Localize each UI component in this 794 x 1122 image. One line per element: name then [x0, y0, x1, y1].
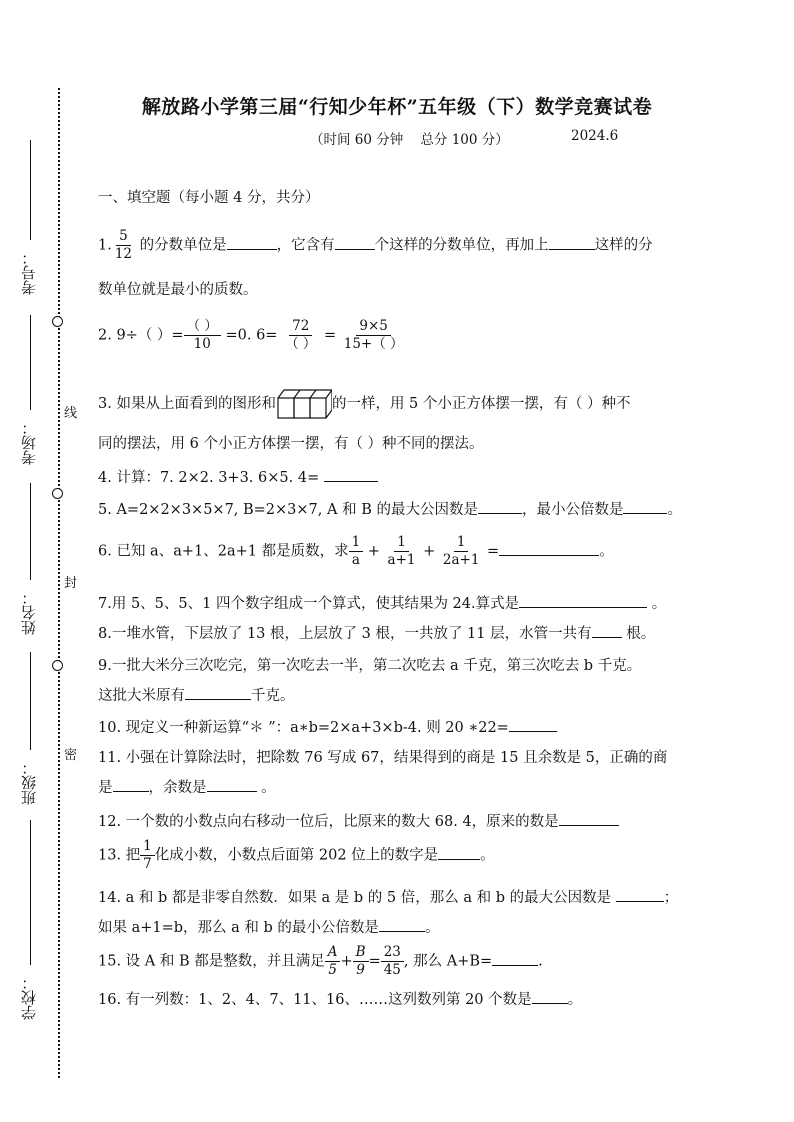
frac-numerator: 72 [289, 318, 312, 336]
question-1 [98, 228, 653, 263]
seal-char-seal: 封 [64, 576, 78, 591]
label-name: 姓名： [20, 590, 38, 635]
question-8 [98, 622, 655, 643]
q13-text: 化成小数，小数点后面第 202 位上的数字是 [154, 847, 439, 864]
binding-hole [52, 488, 63, 499]
q1-number: 1. [98, 237, 112, 254]
question-9-line2 [98, 684, 295, 705]
answer-blank[interactable] [616, 887, 664, 902]
frac-denominator[interactable]: （ ） [285, 336, 317, 352]
q6-fraction-1 [349, 534, 364, 569]
answer-blank[interactable] [438, 845, 480, 860]
page-title: 解放路小学第三届“行知少年杯”五年级（下）数学竞赛试卷 [141, 96, 653, 118]
question-6 [98, 534, 614, 569]
answer-blank[interactable] [478, 499, 522, 514]
answer-blank[interactable] [592, 623, 622, 638]
q6-fraction-2 [385, 534, 419, 569]
frac-denominator: 12 [114, 246, 133, 262]
seal-char-line: 线 [64, 406, 78, 421]
answer-blank[interactable] [509, 717, 557, 732]
fill-line-school [30, 820, 31, 965]
q2-text: =0. 6= [220, 327, 283, 344]
q15-text: 15. 设 A 和 B 都是整数，并且满足 [98, 953, 325, 970]
cube-figure-icon [276, 386, 332, 422]
answer-blank[interactable] [335, 235, 375, 250]
q9-text: 千克。 [251, 688, 295, 704]
frac-denominator: a [351, 552, 360, 568]
frac-numerator: 9×5 [356, 318, 391, 336]
q15-fraction-3 [381, 944, 404, 979]
q6-text: 6. 已知 a、a+1、2a+1 都是质数，求 [98, 543, 349, 560]
label-exam-room: 考场： [20, 420, 38, 465]
q4-text: 4. 计算：7. 2×2. 3+3. 6×5. 4= [98, 470, 320, 486]
frac-numerator: A [325, 944, 341, 962]
q15-text: . [538, 953, 543, 970]
q6-text: + [418, 543, 440, 560]
answer-blank[interactable] [185, 685, 251, 700]
frac-numerator: 5 [116, 228, 131, 246]
label-school: 学校： [20, 975, 38, 1020]
question-1-line2: 数单位就是最小的质数。 [98, 282, 258, 298]
fill-line-exam-number [30, 140, 31, 240]
answer-blank[interactable] [559, 811, 619, 826]
question-13 [98, 838, 495, 873]
q8-text: 8.一堆水管，下层放了 13 根，上层放了 3 根，一共放了 11 层，水管一共有 [98, 626, 592, 642]
binding-hole [52, 660, 63, 671]
q5-text: 5. A=2×2×3×5×7, B=2×3×7, A 和 B 的最大公因数是 [98, 502, 478, 518]
q15-text: = [368, 953, 381, 970]
frac-denominator: 10 [193, 336, 211, 352]
frac-numerator: 23 [381, 944, 404, 962]
q15-fraction-2 [353, 944, 369, 979]
q1-text: 的分数单位是 [139, 237, 227, 254]
q7-text: 7.用 5、5、5、1 四个数字组成一个算式，使其结果为 24.算式是 [98, 596, 520, 612]
seal-char-secret: 密 [64, 748, 78, 763]
q10-text: 10. 现定义一种新运算“＊ ”：a∗b=2×a+3×b-4. 则 20 ∗22= [98, 720, 509, 736]
q11-text: ，余数是 [148, 780, 207, 796]
answer-blank[interactable] [379, 917, 425, 932]
q14-text: 14. a 和 b 都是非零自然数．如果 a 是 b 的 5 倍，那么 a 和 b 的最大公因数是 [98, 890, 612, 906]
answer-blank[interactable] [532, 989, 568, 1004]
fill-line-name [30, 483, 31, 580]
q11-text: 。 [256, 780, 276, 796]
frac-numerator: 1 [394, 534, 409, 552]
q2-fraction-3 [341, 318, 407, 353]
question-7 [98, 592, 666, 613]
frac-numerator: 1 [349, 534, 364, 552]
fill-line-class [30, 652, 31, 750]
q2-text: 2. 9÷（ ）= [98, 327, 184, 344]
answer-blank[interactable] [227, 235, 277, 250]
q7-text: 。 [647, 596, 667, 612]
frac-numerator: 1 [140, 838, 155, 856]
q15-text: , 那么 A+B= [403, 953, 493, 970]
q2-text: = [319, 327, 341, 344]
question-12 [98, 810, 619, 831]
question-16 [98, 988, 582, 1009]
frac-denominator: 5 [328, 962, 337, 978]
answer-blank[interactable] [492, 951, 538, 966]
q6-text: + [363, 543, 385, 560]
fill-line-exam-room [30, 315, 31, 410]
question-10 [98, 716, 557, 737]
answer-blank[interactable] [324, 467, 378, 482]
q16-text: 。 [567, 992, 583, 1008]
frac-numerator: 1 [454, 534, 469, 552]
question-3-line2: 同的摆法，用 6 个小正方体摆一摆，有（ ）种不同的摆法。 [98, 436, 484, 452]
question-9: 9.一批大米分三次吃完，第一次吃去一半，第二次吃去 a 千克，第三次吃去 b 千克。 [98, 658, 642, 674]
frac-numerator[interactable]: （ ） [184, 318, 221, 336]
q11-text: 是 [98, 780, 113, 796]
q14-text: ； [663, 890, 679, 906]
q3-text: 3. 如果从上面看到的图形和 [98, 396, 276, 412]
answer-blank[interactable] [207, 777, 257, 792]
question-5 [98, 498, 682, 519]
q8-text: 根。 [621, 626, 656, 642]
answer-blank[interactable] [549, 235, 595, 250]
answer-blank[interactable] [623, 499, 667, 514]
frac-numerator: B [353, 944, 369, 962]
q13-text: 13. 把 [98, 847, 141, 864]
question-14 [98, 886, 678, 907]
frac-denominator: 45 [383, 962, 401, 978]
question-4 [98, 466, 378, 487]
question-14-line2 [98, 916, 439, 937]
q1-fraction [112, 228, 135, 263]
q9-text: 这批大米原有 [98, 688, 185, 704]
binding-hole [52, 316, 63, 327]
label-class: 班级： [20, 760, 38, 805]
exam-info: （时间 60 分钟 总分 100 分） [310, 132, 509, 148]
q16-text: 16. 有一列数：1、2、4、7、11、16、……这列数列第 20 个数是 [98, 992, 532, 1008]
frac-denominator: a+1 [387, 552, 416, 568]
q3-text: 的一样，用 5 个小正方体摆一摆，有（ ）种不 [331, 396, 631, 412]
q1-text: 个这样的分数单位，再加上 [374, 237, 549, 254]
question-15 [98, 944, 543, 979]
frac-denominator: 9 [356, 962, 365, 978]
q2-fraction-2 [282, 318, 319, 353]
answer-blank[interactable] [519, 593, 647, 608]
question-2 [98, 318, 407, 353]
frac-denominator: 7 [143, 856, 152, 872]
q1-text: ，它含有 [276, 237, 335, 254]
q1-text: 这样的分 [594, 237, 653, 254]
question-3 [98, 386, 631, 422]
q15-text: + [340, 953, 353, 970]
q15-fraction-1 [325, 944, 341, 979]
q6-fraction-3 [440, 534, 483, 569]
q5-text: ，最小公倍数是 [521, 502, 624, 518]
q13-text: 。 [480, 847, 495, 864]
q14-text: 。 [424, 920, 440, 936]
q13-fraction [140, 838, 155, 873]
q12-text: 12. 一个数的小数点向右移动一位后，比原来的数大 68. 4，原来的数是 [98, 814, 559, 830]
q14-text: 如果 a+1=b，那么 a 和 b 的最小公倍数是 [98, 920, 379, 936]
q2-fraction-1 [184, 318, 221, 353]
exam-date: 2024.6 [571, 128, 619, 144]
q6-text: = [482, 543, 500, 560]
binding-dotted-line [58, 88, 60, 1078]
frac-denominator: 2a+1 [442, 552, 480, 568]
label-exam-number: 考号： [20, 250, 38, 295]
answer-blank[interactable] [113, 777, 149, 792]
question-11-line2 [98, 776, 276, 797]
q6-text: 。 [599, 543, 614, 560]
answer-blank[interactable] [499, 541, 599, 556]
q5-text: 。 [667, 502, 682, 518]
frac-denominator[interactable]: 15+（ ） [343, 336, 404, 352]
section-heading: 一、填空题（每小题 4 分，共分） [98, 190, 320, 206]
question-11: 11. 小强在计算除法时，把除数 76 写成 67，结果得到的商是 15 且余数是 5，正确的商 [98, 750, 668, 766]
